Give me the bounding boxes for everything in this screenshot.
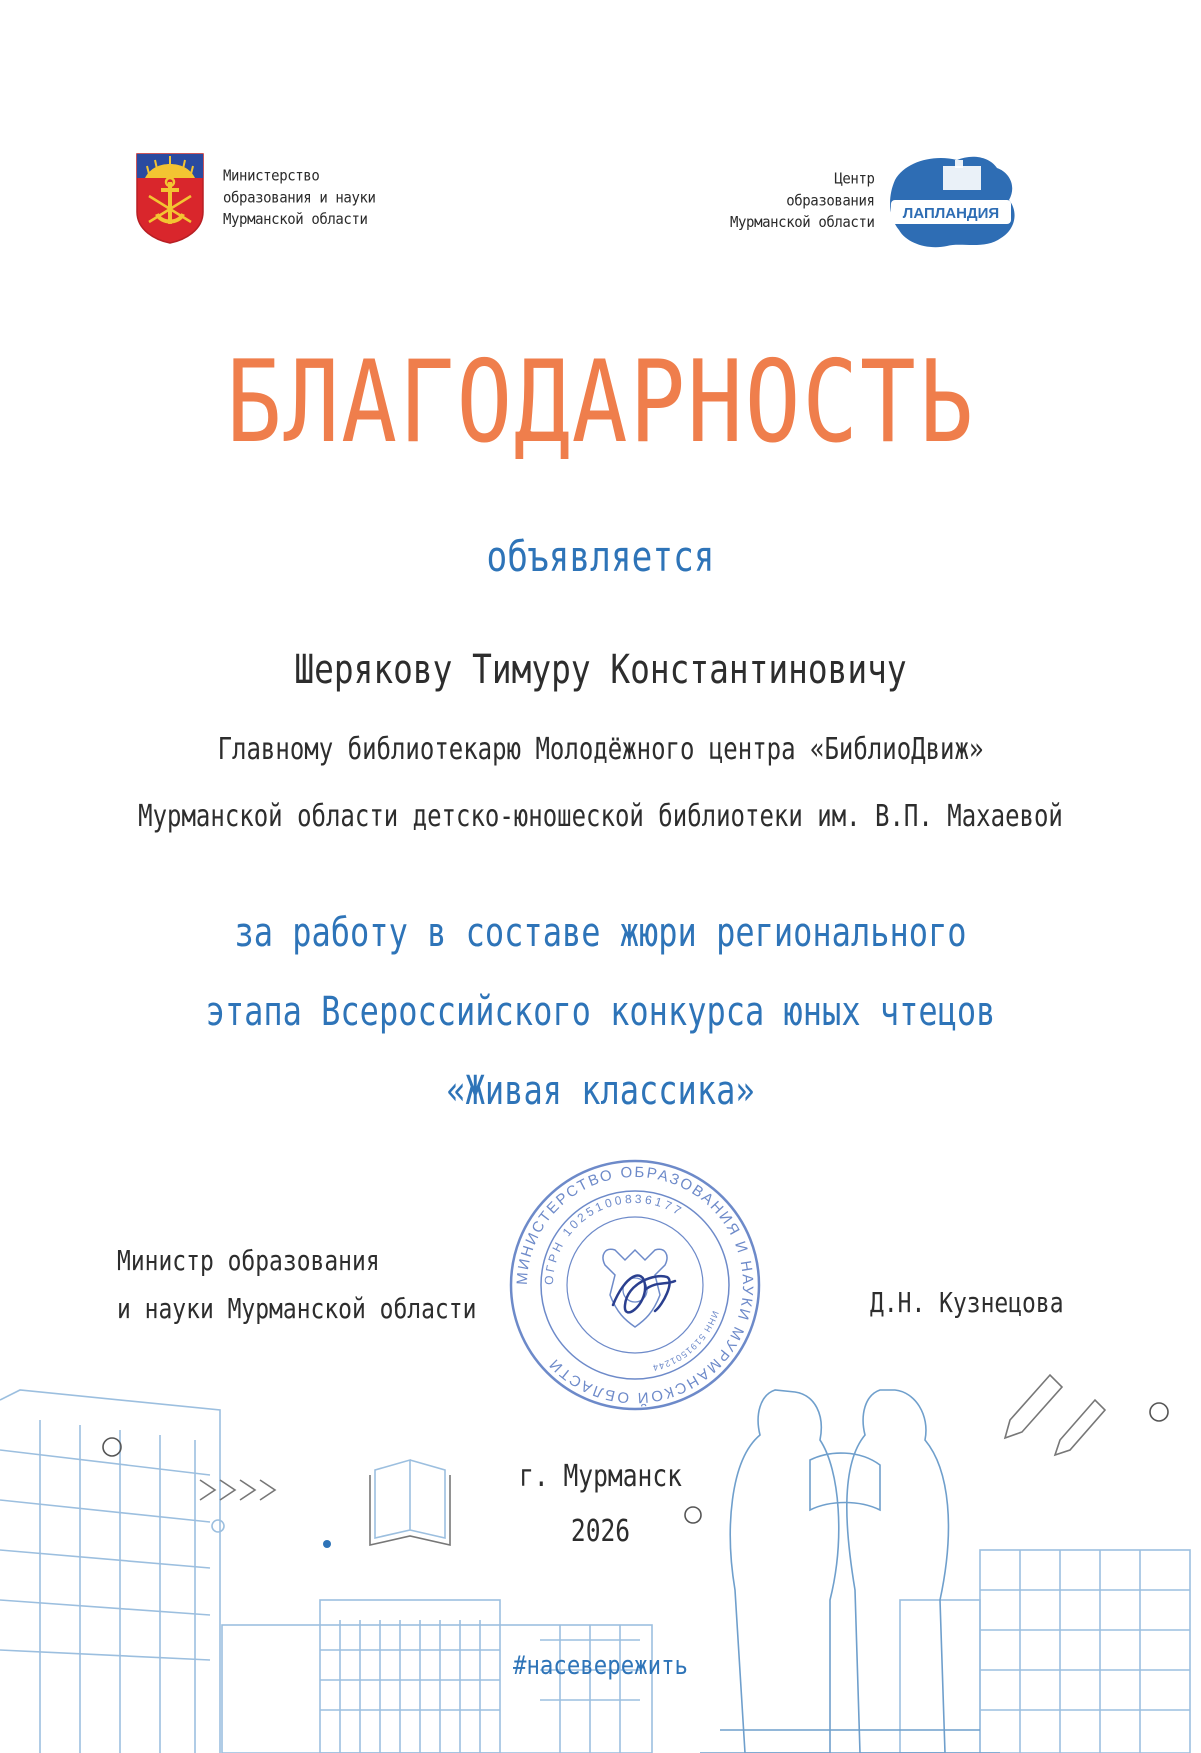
- recipient-name: Шерякову Тимуру Константиновичу: [294, 647, 907, 693]
- issue-year: 2026: [570, 1514, 631, 1549]
- official-stamp-icon: [505, 1155, 765, 1415]
- stamp-inn-text: ИНН 5191501244: [651, 1309, 721, 1374]
- ministry-header: [135, 152, 376, 244]
- reason-line-2: этапа Всероссийского конкурса юных чтецов: [205, 989, 996, 1035]
- reason-line-1: за работу в составе жюри регионального: [234, 910, 967, 956]
- ministry-line-2: образования и науки: [223, 189, 376, 207]
- center-header: [730, 150, 1025, 252]
- laplandia-map-logo-icon: [885, 150, 1025, 252]
- center-line-1: Центр: [834, 170, 875, 189]
- recipient-position-line-1: Главному библиотекарю Молодёжного центра «БиблиоДвиж»: [217, 732, 984, 767]
- center-line-2: образования: [786, 192, 875, 210]
- center-line-3: Мурманской области: [730, 213, 875, 232]
- stamp-ogrn-text: ОГРН 1025100836177: [541, 1191, 687, 1286]
- certificate-title: БЛАГОДАРНОСТЬ: [225, 336, 976, 469]
- ministry-line-3: Мурманской области: [223, 210, 368, 229]
- hashtag: #насевережить: [512, 1651, 689, 1681]
- recipient-position-line-2: Мурманской области детско-юношеской библиотеки им. В.П. Махаевой: [138, 799, 1063, 834]
- ministry-line-1: Министерство: [223, 167, 320, 186]
- laplandia-logo-text: ЛАПЛАНДИЯ: [902, 205, 999, 222]
- signatory-name: Д.Н. Кузнецова: [870, 1286, 1064, 1319]
- issue-city: г. Мурманск: [519, 1459, 682, 1494]
- minister-title-line-1: Министр образования: [117, 1244, 380, 1277]
- murmansk-coat-of-arms-icon: [135, 152, 205, 244]
- stamp-ring-text: МИНИСТЕРСТВО ОБРАЗОВАНИЯ И НАУКИ МУРМАНСКОЙ ОБЛАСТИ: [513, 1163, 757, 1407]
- certificate-subtitle: объявляется: [486, 532, 715, 581]
- minister-title-line-2: и науки Мурманской области: [117, 1292, 477, 1325]
- minister-title: [117, 1237, 476, 1333]
- reason-line-3: «Живая классика»: [446, 1068, 755, 1114]
